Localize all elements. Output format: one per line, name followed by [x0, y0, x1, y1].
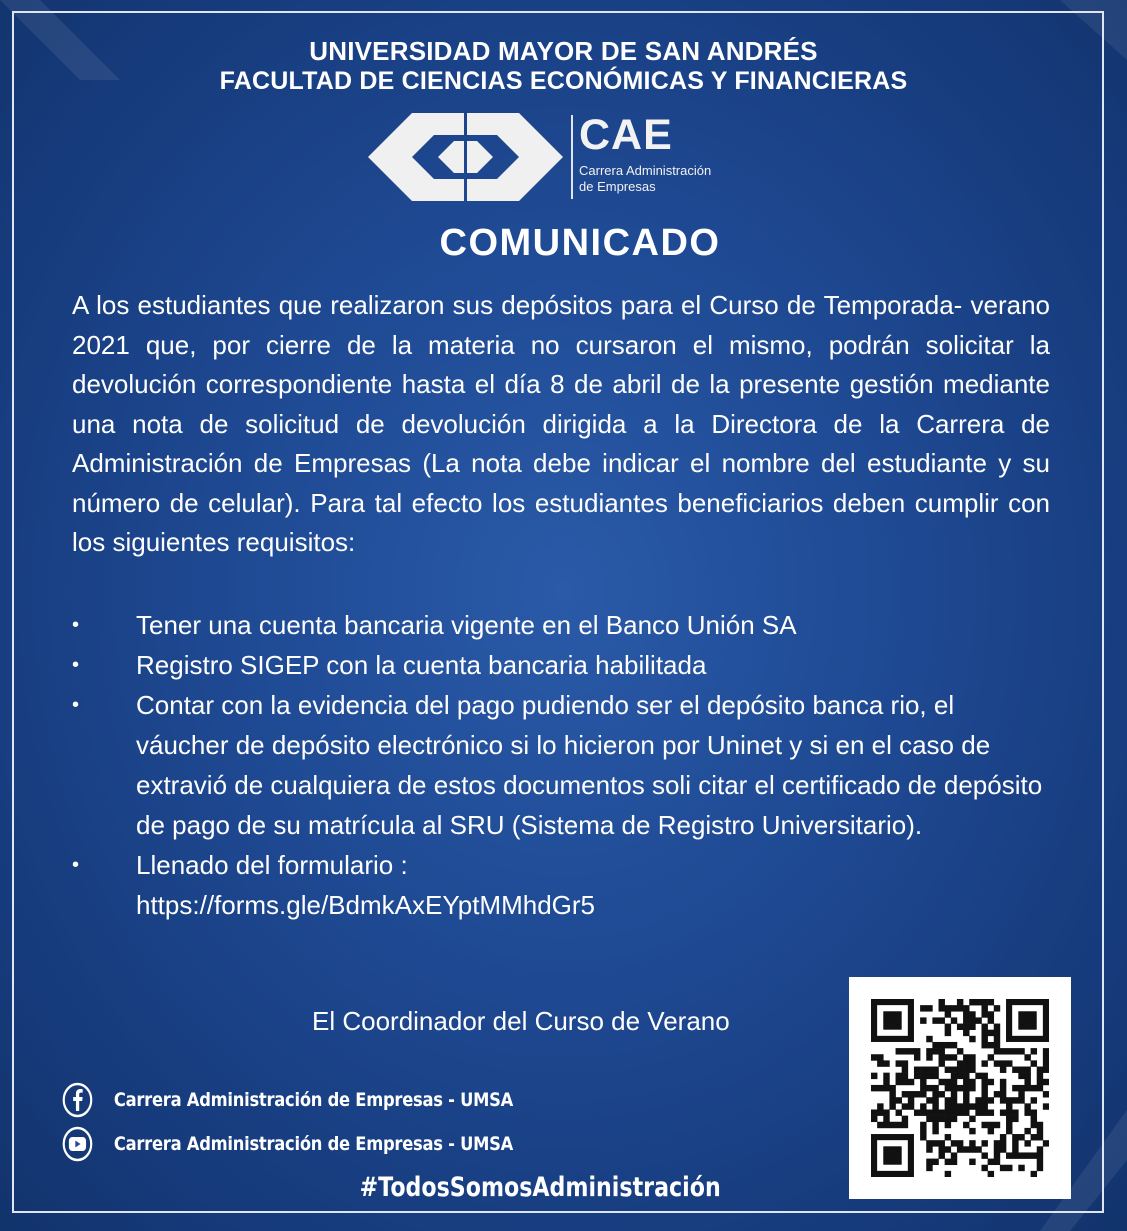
bullet-symbol: •: [72, 614, 80, 636]
list-item: [72, 845, 1062, 925]
logo-subtitle: [579, 163, 711, 195]
list-item: [72, 645, 1062, 685]
body-paragraph: A los estudiantes que realizaron sus depósitos para el Curso de Temporada- verano 2021 que, por cierre de la materia no cursaron el mismo, podrán solicitar la devolución correspondiente hasta el día 8 de abril de la presente gestión mediante una nota de solicitud de devolución dirigida a la Directora de la Carrera de Administración de Empresas (La nota debe indicar el nombre del estudiante y su número de celular). Para tal efecto los estudiantes beneficiarios deben cumplir con los siguientes requisitos:: [72, 290, 1050, 557]
facebook-label: Carrera Administración de Empresas - UMSA: [113, 1089, 514, 1111]
faculty-name: FACULTAD DE CIENCIAS ECONÓMICAS Y FINANCIERAS: [219, 67, 908, 95]
youtube-link[interactable]: [62, 1126, 513, 1162]
bullet-symbol: •: [72, 654, 80, 676]
youtube-icon: [62, 1126, 93, 1162]
facebook-link[interactable]: [62, 1082, 513, 1118]
qr-code[interactable]: [849, 977, 1071, 1199]
list-item: [72, 605, 1062, 645]
logo-divider: [571, 115, 573, 199]
requirement-text: Registro SIGEP con la cuenta bancaria habilitada: [136, 650, 707, 680]
cae-logo-icon: [368, 113, 563, 201]
youtube-label: Carrera Administración de Empresas - UMSA: [113, 1133, 514, 1155]
requirement-text: Contar con la evidencia del pago pudiendo ser el depósito banca rio, el váucher de depósito electrónico si lo hicieron por Uninet y si en el caso de extravió de cualquiera de estos documentos soli citar el certificado de depósito de pago de su matrícula al SRU (Sistema de Registro Universitario).: [136, 690, 1043, 840]
requirements-list: [72, 605, 1062, 925]
institution-header: [0, 36, 1127, 96]
cae-logo: [368, 113, 788, 203]
requirement-text: Tener una cuenta bancaria vigente en el Banco Unión SA: [136, 610, 797, 640]
logo-subtitle-line2: de Empresas: [579, 179, 656, 194]
logo-acronym: CAE: [579, 111, 673, 159]
requirement-text: Llenado del formulario :: [136, 850, 408, 880]
hashtag-text: #TodosSomosAdministración: [359, 1172, 721, 1203]
logo-subtitle-line1: Carrera Administración: [579, 163, 712, 178]
university-name: UNIVERSIDAD MAYOR DE SAN ANDRÉS: [309, 36, 818, 66]
page-title: COMUNICADO: [439, 222, 721, 264]
facebook-icon: [62, 1082, 93, 1118]
bullet-symbol: •: [72, 854, 80, 876]
signature: El Coordinador del Curso de Verano: [312, 1006, 730, 1036]
bullet-symbol: •: [72, 694, 80, 716]
qr-code-icon: [871, 999, 1049, 1177]
form-link[interactable]: https://forms.gle/BdmkAxEYptMMhdGr5: [136, 890, 595, 920]
list-item: [72, 685, 1062, 845]
